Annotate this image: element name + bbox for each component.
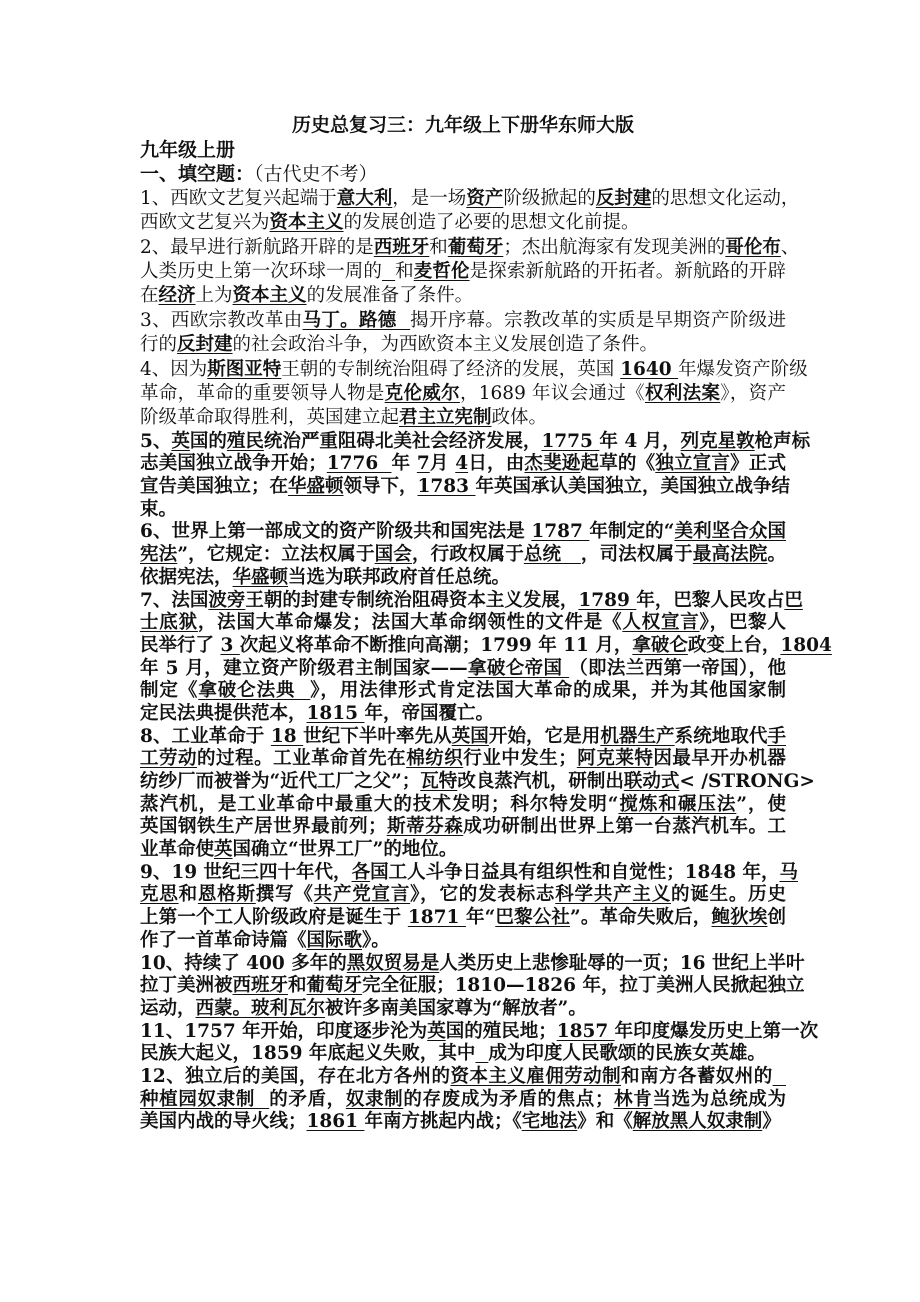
underlined-answer: 葡萄牙 [447,236,504,258]
underlined-answer: 人权宣言 [622,612,700,634]
underlined-answer: 1776 [326,453,392,475]
underlined-answer: 资本主义雇佣劳动制 [450,1065,622,1087]
text-line [140,430,811,454]
underlined-answer: 反封建 [177,334,233,356]
underlined-answer: 各 [351,861,371,883]
underlined-answer: 种植园奴隶制 [140,1088,270,1110]
underlined-answer: 哥伦布 [725,236,781,258]
text-line [140,476,790,499]
text-line [140,499,786,522]
underlined-answer: 奴隶制 [345,1088,404,1110]
question-text: 成功研制出世界上第一台蒸汽机车。工 [463,816,786,838]
underlined-answer: 瓦特 [420,771,458,792]
fill-in-question-10 [140,952,805,1021]
question-text: 年，帝国覆亡。 [364,702,494,724]
question-text: 》，它的发表标志 [410,884,556,906]
question-text: 完全征服；1810—1826 年，拉丁美洲人民掀起独立 [362,975,805,997]
question-text: 系统地取代 [674,725,768,747]
text-line [140,333,786,357]
question-text: 英国钢铁生产居世界最前列； [140,816,387,838]
question-text: 是探索新航路的开拓者。新航路的开辟 [469,260,786,282]
question-text: 拉丁美洲被 [140,975,233,997]
underlined-answer: 国会 [374,544,412,566]
text-line [140,453,786,476]
underlined-answer: 科学共产主义 [555,884,671,906]
question-text: 的存废成为矛盾的焦点； [403,1088,614,1110]
text-line [140,884,786,907]
underlined-answer: 殖民 [226,430,264,452]
underlined-answer: 最高法院 [692,544,768,566]
underlined-answer: 英 [214,839,233,861]
question-text: 月 [429,453,456,475]
question-text: 人类历史上第一次环球一周的 [140,260,383,282]
underlined-answer: 华盛顿 [232,566,289,588]
underlined-answer: 18 [270,725,304,747]
question-text: 1、西欧文艺复兴起端于 [140,187,337,209]
question-text: 西欧文艺复兴为 [140,212,270,234]
text-line [140,839,786,862]
text-line [140,406,786,430]
text-line [140,861,799,885]
text-line [140,567,786,590]
underlined-answer: 华盛顿 [288,476,344,498]
question-text: 因最早开办机器 [653,748,786,770]
question-text: 宣告美国独立；在 [140,476,289,498]
question-text: 和 [395,260,414,282]
underlined-answer: 工劳动 [140,748,198,770]
underlined-answer: 波旁 [208,589,246,611]
underlined-answer: 搅炼和碾压法 [618,793,737,815]
underlined-answer: 黑奴贸易是 [346,952,440,974]
question-text: 年爆发资产阶级 [678,358,808,380]
question-text: ，1689 年议会通过《 [459,382,645,404]
question-text: 和南方各蓄奴州的 [621,1065,773,1087]
question-text: 业革命使 [140,839,215,861]
underlined-answer: 葡萄牙 [306,975,363,997]
text-line [140,1111,786,1134]
question-text: 年英国承认美国独立，美国独立战争结 [475,476,790,498]
question-text: 成为印度人民歌颂的民族女英雄。 [488,1043,766,1065]
underlined-answer: 手 [767,725,786,747]
question-text: 的发展创造了必要的思想文化前提。 [343,212,640,234]
underlined-answer: 1775 [541,430,600,452]
question-text: 和 [288,975,307,997]
question-text: 国工人斗争日益具有组织性和自觉性；1848 年， [370,861,780,883]
question-text: 年“ [465,907,496,929]
question-text: 10、持续了 400 多年的 [140,952,347,974]
underlined-answer: 君主立宪制 [399,407,492,429]
underlined-answer: 马 [779,861,799,883]
underlined-answer: 3 [220,634,240,656]
question-text: 民举行了 [140,634,221,656]
underlined-answer [773,1066,786,1087]
underlined-answer: 列克星敦 [680,430,755,452]
question-text: 起草的《 [580,453,656,475]
underlined-answer: 斯蒂芬森 [386,816,464,838]
text-line [140,998,786,1021]
underlined-answer: 西班牙 [373,236,430,258]
text-line [140,358,808,382]
question-text: 年 5 月，建立资产阶级君主制国家—— [140,657,468,679]
underlined-answer [382,261,395,282]
question-text: 》和《 [577,1111,633,1133]
question-text: 在 [140,285,159,307]
text-line [140,703,786,726]
underlined-answer: 英 [427,1020,446,1042]
question-text: 领导下， [343,476,418,498]
question-text: 阶级革命取得胜利，英国建立起 [140,407,400,429]
text-line [140,211,786,235]
underlined-answer: 麦哲伦 [413,260,470,282]
question-text: 、 [780,236,800,258]
question-text: 》 [762,1111,781,1133]
question-text: 定民法典提供范本， [140,702,307,724]
underlined-answer: 美利坚合众国 [674,521,786,543]
question-text: 的过程。工业革命首先在 [197,748,407,770]
text-line [140,187,800,211]
text-line [140,1020,819,1044]
text-line [140,771,815,794]
text-line [140,612,786,635]
fill-in-question-4 [140,358,808,431]
question-text: ，是一场 [392,187,467,209]
underlined-answer: 权利法案 [644,382,721,404]
underlined-answer: 1861 [306,1111,365,1133]
underlined-answer: 恩格斯 [197,884,256,906]
text-line [140,1089,786,1112]
question-text: ”。革命失败后， [570,907,712,929]
underlined-answer: 棉纺织 [406,748,464,770]
question-text: 7、法国 [140,589,209,611]
fill-in-question-8 [140,725,815,862]
question-text: 年 4 月， [599,430,681,452]
question-text: 政变上台， [687,634,781,656]
text-line [140,1066,786,1089]
question-text: 12、独立后的美国，存在北方各州的 [140,1065,451,1087]
underlined-answer [475,1043,488,1064]
text-line [140,260,786,284]
text-line [140,309,786,333]
question-text: 国确立“世界工厂”的地位。 [232,839,458,861]
underlined-answer: 解放黑人奴隶制 [632,1111,763,1133]
document-title: 历史总复习三：九年级上下册华东师大版 [291,114,634,136]
question-text: 年制定的“ [589,521,675,543]
underlined-answer: 林肯 [613,1088,653,1110]
question-text: 8、工业革命于 [140,725,271,747]
question-text: 日，由 [468,453,525,475]
underlined-answer: 1804 [780,634,832,656]
text-line [140,634,832,658]
text-line [140,589,803,613]
question-text: 》。 [362,929,390,951]
underlined-answer: 独立宣言 [655,453,731,475]
text-line [140,521,786,544]
question-text: 运动， [140,997,196,1019]
question-text: 志美国独立战争开始； [140,453,327,475]
question-text: 人类历史上悲惨耻辱的一页；16 世纪上半叶 [439,952,805,974]
question-text: 美国内战的导火线； [140,1111,307,1133]
question-text: 纺纱厂而被誉为“近代工厂之父”； [140,771,421,792]
underlined-answer: 英 [171,430,190,452]
underlined-answer: 斯图亚特 [207,358,282,380]
underlined-answer: 西蒙。玻利瓦尔 [195,997,326,1019]
question-text: 》，资产 [720,382,786,404]
question-text: 和 [178,884,198,906]
question-text: 统治严重阻碍北美社会经济发展， [263,430,542,452]
text-line [140,907,786,930]
question-text: 行业中发生； [463,748,577,770]
question-text: 制定《 [140,680,199,702]
question-text: 次起义将革命不断推向高潮；1799 年 11 月， [239,634,633,656]
question-text: ”，使 [736,793,786,815]
question-text: 。 [767,544,786,566]
text-line [140,748,786,771]
question-text: 束。 [140,498,178,520]
question-text: 的矛盾， [269,1088,346,1110]
underlined-answer: 资产 [466,187,504,209]
question-text: 作了一首革命诗篇《 [140,929,307,951]
question-text: 创 [767,907,786,929]
underlined-answer: 英国 [451,725,489,747]
underlined-answer: 1857 [556,1020,615,1042]
heading-main: 一、填空题： [140,163,255,186]
text-line [140,236,800,260]
question-text: 被许多南美国家尊为“解放者”。 [325,997,587,1019]
text-line [140,680,786,703]
text-line [140,816,786,839]
question-text: 开始，它是用 [488,725,601,747]
question-text: 年，巴黎人民攻占 [636,589,785,611]
text-line [140,975,805,998]
text-line [140,930,786,953]
question-text: 年 [391,453,417,475]
underlined-answer: 巴 [784,589,803,611]
text-line [140,726,786,749]
underlined-answer: 反封建 [595,187,652,209]
underlined-answer: 总统 [523,544,581,566]
question-text: < /STRONG> [679,771,815,792]
underlined-answer: 1815 [306,702,365,724]
text-line [140,794,786,817]
question-text: 年印度爆发历史上第一次 [614,1020,819,1042]
question-text: ，行政权属于 [411,544,524,566]
question-text: 蒸汽机，是工业革命中最重大的技术发明；科尔特发明“ [140,793,619,815]
question-text: 撰写《 [255,884,314,906]
underlined-answer: 拿破仑 [632,634,688,656]
underlined-answer: 1640 [620,358,679,380]
question-text: （即法兰西第一帝国），他 [569,657,786,679]
question-text: 11、1757 年开始，印度逐步沦为 [140,1020,428,1042]
underlined-answer: 7 [416,453,430,475]
question-text: 行的 [140,334,178,356]
question-text: 的思想文化运动， [651,187,800,209]
fill-in-question-1 [140,187,800,236]
underlined-answer: 士底狱 [140,612,198,634]
question-text: 当选为联邦政府首任总统。 [288,566,511,588]
question-text: 国的 [189,430,227,452]
question-text: 和 [429,236,448,258]
question-text: 》正式 [730,453,786,475]
question-text: 3、西欧宗教改革由 [140,309,303,331]
underlined-answer: 巴黎公社 [495,907,571,929]
underlined-answer: 鲍狄埃 [711,907,768,929]
question-text: 》，用法律形式肯定法国大革命的成果，并为其他国家制 [310,680,786,702]
question-text: 2、最早进行新航路开辟的是 [140,236,374,258]
text-line [140,1043,786,1066]
question-text: ，法国大革命爆发；法国大革命纲领性的文件是《 [197,612,623,634]
text-line [140,952,805,976]
question-text: 上为 [195,285,233,307]
underlined-answer: 意大利 [336,187,393,209]
text-line [140,284,786,308]
question-text: 揭开序幕。宗教改革的实质是早期资产阶级进 [410,309,786,331]
underlined-answer: 4 [455,453,469,475]
underlined-answer: 宅地法 [521,1111,578,1133]
question-text: 国的殖民地； [445,1020,557,1042]
text-line [140,544,786,567]
question-text: 依据宪法， [140,566,233,588]
underlined-answer: 马丁。路德 [302,309,411,331]
heading-note: （古代史不考） [254,163,378,186]
question-text: 6、世界上第一部成文的资产阶级共和国宪法是 [140,521,532,543]
question-text: 5、 [140,430,172,452]
question-text: 枪声标 [754,430,811,452]
underlined-answer: 1871 [407,907,466,929]
underlined-answer: 拿破仑法典 [198,680,311,702]
fill-in-question-3 [140,309,786,358]
question-text: 年南方挑起内战；《 [364,1111,522,1133]
section-heading: 九年级上册 [140,139,236,161]
underlined-answer: 西班牙 [232,975,289,997]
underlined-answer: 阿克莱特 [576,748,654,770]
question-type-heading [140,162,786,186]
question-text: 革命，革命的重要领导人物是 [140,382,385,404]
underlined-answer: 资本主义 [232,285,307,307]
question-text: 的诞生。历史 [671,884,786,906]
text-line [140,382,786,406]
question-text: 当选为总统成为 [652,1088,786,1110]
document-page [140,112,832,1134]
underlined-answer: 克伦威尔 [384,382,460,404]
question-text: ”，它规定：立法权属于 [177,544,375,566]
text-line [140,658,786,681]
question-list [140,187,832,1134]
question-text: 王朝的专制统治阻碍了经济的发展，英国 [281,358,621,380]
underlined-answer: 经济 [158,285,196,307]
underlined-answer: 克思 [140,884,179,906]
question-text: 阶级掀起的 [503,187,596,209]
fill-in-question-2 [140,236,800,309]
question-text: 9、19 世纪三四十年代， [140,861,352,883]
question-text: 上第一个工人阶级政府是诞生于 [140,907,408,929]
underlined-answer: 共产党宣言 [313,884,411,906]
fill-in-question-11 [140,1020,819,1066]
question-text: 世纪下半叶率先从 [303,725,452,747]
question-text: 改良蒸汽机，研制出 [457,771,624,792]
underlined-answer: 1789 [578,589,637,611]
underlined-answer: 1783 [417,476,476,498]
underlined-answer: 拿破仑帝国 [467,657,570,679]
question-text: 王朝的封建专制统治阻碍资本主义发展， [245,589,579,611]
fill-in-question-6 [140,521,786,589]
fill-in-question-7 [140,589,832,726]
fill-in-question-9 [140,861,799,953]
question-text: 4、因为 [140,358,208,380]
question-text: ，司法权属于 [580,544,693,566]
fill-in-question-12 [140,1066,786,1134]
fill-in-question-5 [140,430,811,522]
question-text: 政体。 [491,407,548,429]
question-text: ；杰出航海家有发现美洲的 [503,236,726,258]
question-text: 的社会政治斗争，为西欧资本主义发展创造了条件。 [232,334,659,356]
underlined-answer: 资本主义 [269,212,344,234]
underlined-answer: 宪法 [140,544,178,566]
question-text: 民族大起义，1859 年底起义失败，其中 [140,1043,476,1065]
underlined-answer: 机器生产 [600,725,675,747]
underlined-answer: 联动式 [623,771,680,792]
question-text: 》，巴黎人 [699,612,786,634]
underlined-answer: 国际歌 [306,929,363,951]
question-text: 的发展准备了条件。 [306,285,474,307]
underlined-answer: 杰斐逊 [524,453,581,475]
underlined-answer: 1787 [531,521,590,543]
